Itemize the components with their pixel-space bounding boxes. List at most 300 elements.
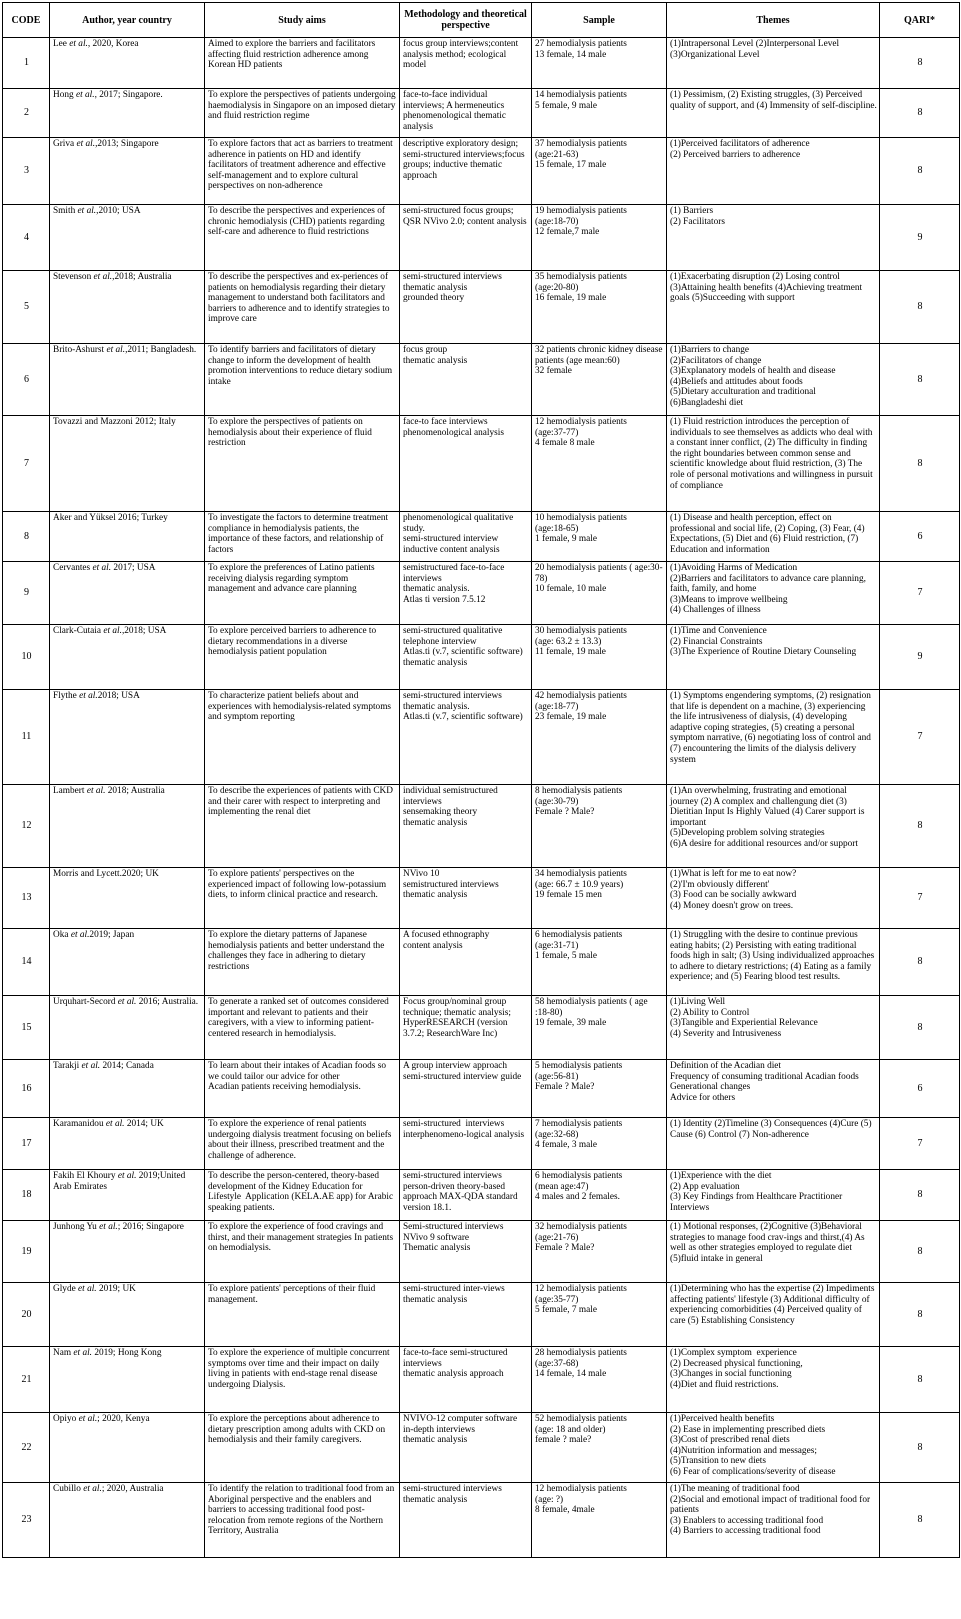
sample-cell <box>532 344 667 416</box>
qari-cell: 8 <box>880 1283 960 1347</box>
method-cell <box>400 271 532 344</box>
themes-line: (4) Severity and Intrusiveness <box>670 1028 782 1039</box>
method-cell <box>400 785 532 868</box>
sample-line: (age:56-81) <box>535 1071 579 1082</box>
author-name: Glyde <box>53 1284 79 1294</box>
et-al: et al. <box>81 1061 101 1071</box>
sample-line: 58 hemodialysis patients ( age :18-80) <box>535 997 650 1018</box>
code-cell: 18 <box>3 1170 50 1221</box>
qari-cell: 8 <box>880 1170 960 1221</box>
author-cell <box>50 1060 205 1118</box>
themes-line: (4)Beliefs and attitudes about foods <box>670 376 803 387</box>
sample-cell <box>532 89 667 138</box>
themes-cell <box>667 38 880 89</box>
sample-line: 4 female, 3 male <box>535 1140 597 1151</box>
aims-cell <box>205 205 400 271</box>
method-line: focus group <box>403 345 448 355</box>
sample-cell <box>532 690 667 785</box>
study-aims: To characterize patient beliefs about and experiences with hemodialysis-related symptoms and symptom reporting <box>208 691 394 723</box>
sample-line: 12 female,7 male <box>535 227 600 238</box>
table-row <box>3 868 960 929</box>
themes-line: (1)What is left for me to eat now? <box>670 869 797 879</box>
aims-cell <box>205 89 400 138</box>
themes-cell <box>667 271 880 344</box>
themes-line: (6)A desire for additional resources and/or support <box>670 838 858 849</box>
sample-line: 14 female, 14 male <box>535 1369 607 1380</box>
method-cell <box>400 1118 532 1170</box>
table-row <box>3 1347 960 1413</box>
themes-line: (1) Identity (2)Timeline (3) Consequences (4)Cure (5) Cause (6) Control (7) Non-adherence <box>670 1119 874 1140</box>
themes-line: (3)The Experience of Routine Dietary Counseling <box>670 647 857 658</box>
method-line: face-to-face semi-structured interviews <box>403 1348 510 1369</box>
themes-cell <box>667 929 880 996</box>
method-cell <box>400 868 532 929</box>
column-header: QARI* <box>880 3 960 38</box>
sample-cell <box>532 868 667 929</box>
et-al: et al. <box>73 1348 92 1358</box>
qari-cell: 8 <box>880 138 960 205</box>
author-year-country: 2018; USA <box>97 691 140 701</box>
sample-line: 8 hemodialysis patients <box>535 786 623 796</box>
qari-cell: 7 <box>880 868 960 929</box>
sample-cell <box>532 785 667 868</box>
study-aims: To investigate the factors to determine treatment compliance in hemodialysis patients, the importance of these factors, and relationship of factors <box>208 513 391 555</box>
code-cell: 8 <box>3 512 50 562</box>
author-year-country: ; 2016; Singapore <box>117 1222 184 1232</box>
author-cell <box>50 562 205 625</box>
sample-line: (age: 66.7 ± 10.9 years) <box>535 879 624 890</box>
table-row <box>3 1060 960 1118</box>
study-aims: To learn about their intakes of Acadian foods so we could tailor our advice for other Acadian patients receiving hemodialysis. <box>208 1061 387 1093</box>
themes-line: (1) Symptoms engendering symptoms, (2) resignation that life is dependent on a machine, (3) experiencing the life intrusiveness of dialysis, (4) developing adaptive coping strategies, (5) creating a personal symptom narrative, (6) negotiating loss of control and (7) encountering the limits of the dialysis delivery system <box>670 691 874 765</box>
study-aims: To explore patients' perspectives on the experienced impact of following low-potassium diets, to inform clinical practice and research. <box>208 869 389 901</box>
author-year-country: 2019; UK <box>96 1284 136 1294</box>
themes-line: (2) Ease in implementing prescribed diets <box>670 1424 826 1435</box>
code-cell: 3 <box>3 138 50 205</box>
study-aims: To explore the perspectives of patients on hemodialysis about their experience of fluid restriction <box>208 417 375 449</box>
study-aims: To explore the experience of renal patients undergoing dialysis treatment focusing on beliefs about their illness, prescribed treatment and the challenge of adherence. <box>208 1119 394 1161</box>
themes-cell <box>667 562 880 625</box>
table-body <box>3 38 960 1558</box>
themes-line: (6) Fear of complications/severity of disease <box>670 1466 836 1477</box>
table-row <box>3 996 960 1060</box>
sample-line: 32 patients chronic kidney disease patients (age mean:60) <box>535 345 665 366</box>
table-row <box>3 138 960 205</box>
aims-cell <box>205 1170 400 1221</box>
themes-line: (3) Key Findings from Healthcare Practitioner Interviews <box>670 1192 845 1213</box>
aims-cell <box>205 785 400 868</box>
sample-cell <box>532 1347 667 1413</box>
method-cell <box>400 1347 532 1413</box>
author-name: Karamanidou <box>53 1119 106 1129</box>
et-al: et al. <box>75 90 95 100</box>
sample-line: 14 hemodialysis patients <box>535 90 627 100</box>
sample-cell <box>532 416 667 512</box>
et-al: et al. <box>93 272 113 282</box>
author-cell <box>50 1170 205 1221</box>
method-line: A group interview approach semi-structured interview guide <box>403 1061 522 1082</box>
method-cell <box>400 89 532 138</box>
sample-cell <box>532 138 667 205</box>
method-line: grounded theory <box>403 293 465 304</box>
author-name: Morris and Lycett.2020; UK <box>53 869 159 879</box>
author-name: Tarakji <box>53 1061 82 1071</box>
sample-line: (mean age:47) <box>535 1181 589 1192</box>
author-cell <box>50 416 205 512</box>
themes-line: (1) Fluid restriction introduces the perception of individuals to see themselves as addicts who deal with a constant inner conflict, (2) The difficulty in finding the right boundaries between common sense and scientific knowledge about fluid restriction, (3) The role of personal motivations and willingness in pursuit of compliance <box>670 417 876 491</box>
author-name: Cubillo <box>53 1484 84 1494</box>
themes-line: (1)An overwhelming, frustrating and emotional journey (2) A complex and challengung diet (3) Dietitian Input Is Highly Valued (4) Carer support is important <box>670 786 867 828</box>
method-line: person-driven theory-based approach MAX-QDA standard version 18.1. <box>403 1181 520 1213</box>
qari-cell: 8 <box>880 929 960 996</box>
themes-line: (1) Barriers <box>670 206 714 216</box>
sample-line: 32 hemodialysis patients <box>535 1222 627 1232</box>
sample-line: 10 female, 10 male <box>535 584 607 595</box>
method-line: individual semistructured interviews <box>403 786 501 807</box>
sample-cell <box>532 1170 667 1221</box>
author-name: Tovazzi and Mazzoni 2012; Italy <box>53 417 176 427</box>
author-year-country: 2014; Canada <box>100 1061 154 1071</box>
table-row <box>3 929 960 996</box>
themes-line: (3) Enablers to accessing traditional food <box>670 1515 824 1526</box>
aims-cell <box>205 929 400 996</box>
author-year-country: ,2018; Australia <box>112 272 172 282</box>
sample-line: 13 female, 14 male <box>535 49 607 60</box>
themes-line: (1)Time and Convenience <box>670 626 767 636</box>
author-cell <box>50 1283 205 1347</box>
sample-line: Female ? Male? <box>535 1243 595 1254</box>
themes-cell <box>667 512 880 562</box>
author-cell <box>50 1413 205 1483</box>
sample-line: 1 female, 9 male <box>535 534 597 545</box>
themes-line: (1) Disease and health perception, effect on professional and social life, (2) Coping, (3) Fear, (4) Expectations, (5) Diet and (6) Fluid restriction, (7) Education and information <box>670 513 867 555</box>
sample-cell <box>532 1221 667 1283</box>
column-header: Methodology and theoretical perspective <box>400 3 532 38</box>
study-aims: To identify the relation to traditional food from an Aboriginal perspective and the enablers and barriers to accessing traditional food post-relocation from remote regions of the Northern Territory, Australia <box>208 1484 397 1537</box>
method-line: thematic analysis approach <box>403 1369 504 1380</box>
table-row <box>3 1221 960 1283</box>
author-cell <box>50 512 205 562</box>
aims-cell <box>205 38 400 89</box>
themes-line: (5)Dietary acculturation and traditional <box>670 387 816 398</box>
code-cell: 1 <box>3 38 50 89</box>
method-line: in-depth interviews <box>403 1424 476 1435</box>
sample-cell <box>532 38 667 89</box>
et-al: et al. <box>117 997 137 1007</box>
themes-line: (1)Determining who has the expertise (2) Impediments affecting patients' lifestyle (3) Additional difficulty of experiencing comorbidities (4) Perceived quality of care (5) Establishing Consistency <box>670 1284 877 1326</box>
method-line: thematic analysis <box>403 282 468 293</box>
qari-cell: 8 <box>880 271 960 344</box>
column-header: Themes <box>667 3 880 38</box>
qari-cell: 8 <box>880 416 960 512</box>
method-line: descriptive exploratory design; semi-structured interviews;focus groups; inductive thematic approach <box>403 139 527 181</box>
themes-cell <box>667 785 880 868</box>
sample-line: 20 hemodialysis patients ( age:30-78) <box>535 563 663 584</box>
code-cell: 2 <box>3 89 50 138</box>
sample-cell <box>532 562 667 625</box>
sample-line: (age: 63.2 ± 13.3) <box>535 636 602 647</box>
author-name: Aker and Yüksel 2016; Turkey <box>53 513 168 523</box>
method-line: NVivo 10 <box>403 869 440 879</box>
author-name: Fakih El Khoury <box>53 1171 118 1181</box>
study-aims: Aimed to explore the barriers and facilitators affecting fluid restriction adherence among Korean HD patients <box>208 39 378 71</box>
qari-cell: 8 <box>880 38 960 89</box>
code-cell: 22 <box>3 1413 50 1483</box>
sample-line: 42 hemodialysis patients <box>535 691 627 701</box>
method-line: Atlas.ti (v.7, scientific software) <box>403 712 523 723</box>
themes-line: (1)The meaning of traditional food <box>670 1484 800 1494</box>
sample-line: 12 hemodialysis patients <box>535 417 627 427</box>
method-cell <box>400 625 532 690</box>
et-al: et al. <box>78 1284 97 1294</box>
sample-line: (age:30-79) <box>535 796 579 807</box>
themes-line: (4) Barriers to accessing traditional food <box>670 1526 821 1537</box>
method-cell <box>400 38 532 89</box>
themes-line: (1)Complex symptom experience <box>670 1348 797 1358</box>
themes-line: (2) Facilitators <box>670 216 725 227</box>
table-row <box>3 1118 960 1170</box>
themes-line: Frequency of consuming traditional Acadian foods <box>670 1071 859 1082</box>
themes-line: (3)Means to improve wellbeing <box>670 594 788 605</box>
sample-line: 4 female 8 male <box>535 438 595 449</box>
sample-line: 5 hemodialysis patients <box>535 1061 623 1071</box>
qari-cell: 8 <box>880 89 960 138</box>
author-cell <box>50 1483 205 1558</box>
method-line: semistructured interviews <box>403 879 499 890</box>
method-line: Focus group/nominal group technique; thematic analysis; HyperRESEARCH (version 3.7.2; ResearchWare Inc) <box>403 997 514 1039</box>
sample-line: Female ? Male? <box>535 807 595 818</box>
author-year-country: 2019; Japan <box>89 930 135 940</box>
method-line: semi-structured qualitative telephone interview <box>403 626 505 647</box>
author-year-country: 2014; UK <box>124 1119 164 1129</box>
method-cell <box>400 344 532 416</box>
sample-cell <box>532 1060 667 1118</box>
author-year-country: 2019;United Arab Emirates <box>53 1171 186 1192</box>
author-year-country: 2016; Australia. <box>136 997 199 1007</box>
method-line: thematic analysis <box>403 817 468 828</box>
qari-cell: 8 <box>880 996 960 1060</box>
code-cell: 19 <box>3 1221 50 1283</box>
method-cell <box>400 1283 532 1347</box>
author-year-country: 2017; USA <box>111 563 156 573</box>
sample-cell <box>532 929 667 996</box>
method-line: semistructured face-to-face interviews <box>403 563 507 584</box>
themes-line: (3)Changes in social functioning <box>670 1369 792 1380</box>
method-line: NVIVO-12 computer software <box>403 1414 518 1424</box>
author-name: Nam <box>53 1348 74 1358</box>
themes-line: (2)'I'm obviously different' <box>670 879 770 890</box>
sample-cell <box>532 512 667 562</box>
sample-line: 34 hemodialysis patients <box>535 869 627 879</box>
sample-line: (age: ?) <box>535 1494 564 1505</box>
method-cell <box>400 929 532 996</box>
aims-cell <box>205 138 400 205</box>
et-al: et al. <box>83 1484 102 1494</box>
et-al: et al. <box>77 206 97 216</box>
sample-line: 5 female, 7 male <box>535 1305 597 1316</box>
method-cell <box>400 1170 532 1221</box>
study-aims: To explore patients' perceptions of their fluid management. <box>208 1284 378 1305</box>
qari-cell: 7 <box>880 690 960 785</box>
themes-cell <box>667 138 880 205</box>
code-cell: 20 <box>3 1283 50 1347</box>
studies-table <box>2 2 960 1558</box>
study-aims: To identify barriers and facilitators of dietary change to inform the development of health promotion interventions to reduce dietary sodium intake <box>208 345 395 387</box>
themes-line: Generational changes <box>670 1082 751 1093</box>
study-aims: To describe the perspectives and ex-periences of patients on hemodialysis regarding their dietary management to understand both facilitators and barriers to adherence and to identify strategies to improve care <box>208 272 392 325</box>
code-cell: 15 <box>3 996 50 1060</box>
study-aims: To explore factors that act as barriers to treatment adherence in patients on HD and identify facilitators of treatment adherence and effective self-management and to explore cultural perspectives on non-adherence <box>208 139 396 192</box>
author-year-country: ; 2020, Kenya <box>97 1414 150 1424</box>
column-header: CODE <box>3 3 50 38</box>
themes-line: (1) Motional responses, (2)Cognitive (3)Behavioral strategies to manage food crav-ings and thirst,(4) As well as other strategies employed to regulate diet (5)fluid intake in general <box>670 1222 867 1264</box>
sample-line: (age:35-77) <box>535 1294 579 1305</box>
et-al: et al. <box>69 39 88 49</box>
themes-line: (1) Pessimism, (2) Existing struggles, (3) Perceived quality of support, and (4) Immensity of self-discipline. <box>670 90 877 111</box>
table-row <box>3 512 960 562</box>
author-cell <box>50 1221 205 1283</box>
themes-cell <box>667 1483 880 1558</box>
study-aims: To explore the experience of multiple concurrent symptoms over time and their impact on daily living in patients with end-stage renal disease undergoing Dialysis. <box>208 1348 392 1390</box>
sample-line: (age:21-76) <box>535 1232 579 1243</box>
aims-cell <box>205 868 400 929</box>
sample-line: 7 hemodialysis patients <box>535 1119 623 1129</box>
author-cell <box>50 138 205 205</box>
author-cell <box>50 344 205 416</box>
et-al: et al. <box>106 345 126 355</box>
sample-line: 4 males and 2 females. <box>535 1192 620 1203</box>
aims-cell <box>205 512 400 562</box>
et-al: et al. <box>99 1222 118 1232</box>
themes-line: (3) Food can be socially awkward <box>670 890 797 901</box>
author-name: Opiyo <box>53 1414 79 1424</box>
author-cell <box>50 205 205 271</box>
code-cell: 4 <box>3 205 50 271</box>
themes-line: (2) Decreased physical functioning, <box>670 1358 803 1369</box>
themes-cell <box>667 1118 880 1170</box>
code-cell: 12 <box>3 785 50 868</box>
sample-line: (age:31-71) <box>535 940 579 951</box>
sample-line: 6 hemodialysis patients <box>535 1171 623 1181</box>
method-line: phenomenological qualitative study. <box>403 513 516 534</box>
sample-line: 8 female, 4male <box>535 1505 595 1516</box>
method-line: Atlas.ti (v.7, scientific software) <box>403 647 523 658</box>
author-name: Hong <box>53 90 76 100</box>
author-name: Clark-Cutaia <box>53 626 104 636</box>
code-cell: 7 <box>3 416 50 512</box>
themes-line: (2) Perceived barriers to adherence <box>670 149 801 160</box>
themes-line: (1)Exacerbating disruption (2) Losing control (3)Attaining health benefits (4)Achieving treatment goals (5)Succeeding with support <box>670 272 865 304</box>
aims-cell <box>205 1221 400 1283</box>
themes-cell <box>667 344 880 416</box>
themes-line: (2) Financial Constraints <box>670 636 763 647</box>
themes-cell <box>667 868 880 929</box>
method-line: semi-structured interviews interphenomeno-logical analysis <box>403 1119 525 1140</box>
table-row <box>3 416 960 512</box>
themes-line: (3)Tangible and Experiential Relevance <box>670 1018 818 1029</box>
author-name: Junhong Yu <box>53 1222 100 1232</box>
sample-line: 5 female, 9 male <box>535 100 597 111</box>
table-row <box>3 785 960 868</box>
sample-line: (age:32-68) <box>535 1129 579 1140</box>
author-name: Smith <box>53 206 78 216</box>
et-al: et al. <box>105 1119 125 1129</box>
themes-line: (2) Ability to Control <box>670 1007 750 1018</box>
table-row <box>3 344 960 416</box>
study-aims: To explore perceived barriers to adherence to dietary recommendations in a diverse hemodialysis patient population <box>208 626 379 658</box>
table-row <box>3 1413 960 1483</box>
study-aims: To describe the person-centered, theory-based development of the Kidney Education for Lifestyle Application (KELA.AE app) for Arabic speaking patients. <box>208 1171 396 1213</box>
themes-cell <box>667 205 880 271</box>
author-name: Flythe <box>53 691 80 701</box>
themes-cell <box>667 1413 880 1483</box>
aims-cell <box>205 271 400 344</box>
qari-cell: 9 <box>880 625 960 690</box>
sample-line: (age:18-70) <box>535 216 579 227</box>
study-aims: To explore the preferences of Latino patients receiving dialysis regarding symptom management and advance care planning <box>208 563 377 595</box>
method-line: NVivo 9 software <box>403 1232 470 1243</box>
table-row <box>3 625 960 690</box>
author-cell <box>50 996 205 1060</box>
themes-line: (4) Challenges of illness <box>670 605 761 616</box>
qari-cell: 7 <box>880 562 960 625</box>
sample-line: 32 female <box>535 366 572 377</box>
aims-cell <box>205 1347 400 1413</box>
aims-cell <box>205 1118 400 1170</box>
table-row <box>3 89 960 138</box>
author-name: Oka <box>53 930 71 940</box>
method-cell <box>400 205 532 271</box>
et-al: et al. <box>76 139 96 149</box>
author-cell <box>50 625 205 690</box>
themes-cell <box>667 690 880 785</box>
themes-line: (1)Perceived health benefits <box>670 1414 775 1424</box>
study-aims: To explore the experience of food cravings and thirst, and their management strategies In patients on hemodialysis. <box>208 1222 396 1254</box>
qari-cell: 8 <box>880 1413 960 1483</box>
sample-line: 19 female 15 men <box>535 890 602 901</box>
sample-line: 27 hemodialysis patients <box>535 39 627 49</box>
table-row <box>3 271 960 344</box>
method-line: Semi-structured interviews <box>403 1222 504 1232</box>
author-cell <box>50 271 205 344</box>
themes-cell <box>667 416 880 512</box>
method-line: semi-structured inter-views <box>403 1284 505 1294</box>
author-cell <box>50 1347 205 1413</box>
sample-line: (age:37-68) <box>535 1358 579 1369</box>
author-cell <box>50 785 205 868</box>
method-cell <box>400 1221 532 1283</box>
author-year-country: ,2010; USA <box>96 206 141 216</box>
method-line: sensemaking theory <box>403 807 478 818</box>
code-cell: 16 <box>3 1060 50 1118</box>
sample-cell <box>532 996 667 1060</box>
author-cell <box>50 38 205 89</box>
author-name: Stevenson <box>53 272 94 282</box>
table-row <box>3 1283 960 1347</box>
themes-line: (2)Barriers and facilitators to advance care planning, faith, family, and home <box>670 573 869 595</box>
themes-cell <box>667 89 880 138</box>
method-line: semi-structured interviews <box>403 1171 502 1181</box>
qari-cell: 8 <box>880 1221 960 1283</box>
code-cell: 13 <box>3 868 50 929</box>
themes-line: (3)Explanatory models of health and disease <box>670 366 836 377</box>
themes-cell <box>667 1060 880 1118</box>
et-al: et al. <box>86 786 106 796</box>
author-cell <box>50 690 205 785</box>
themes-line: (2)Facilitators of change <box>670 355 762 366</box>
code-cell: 9 <box>3 562 50 625</box>
author-cell <box>50 89 205 138</box>
